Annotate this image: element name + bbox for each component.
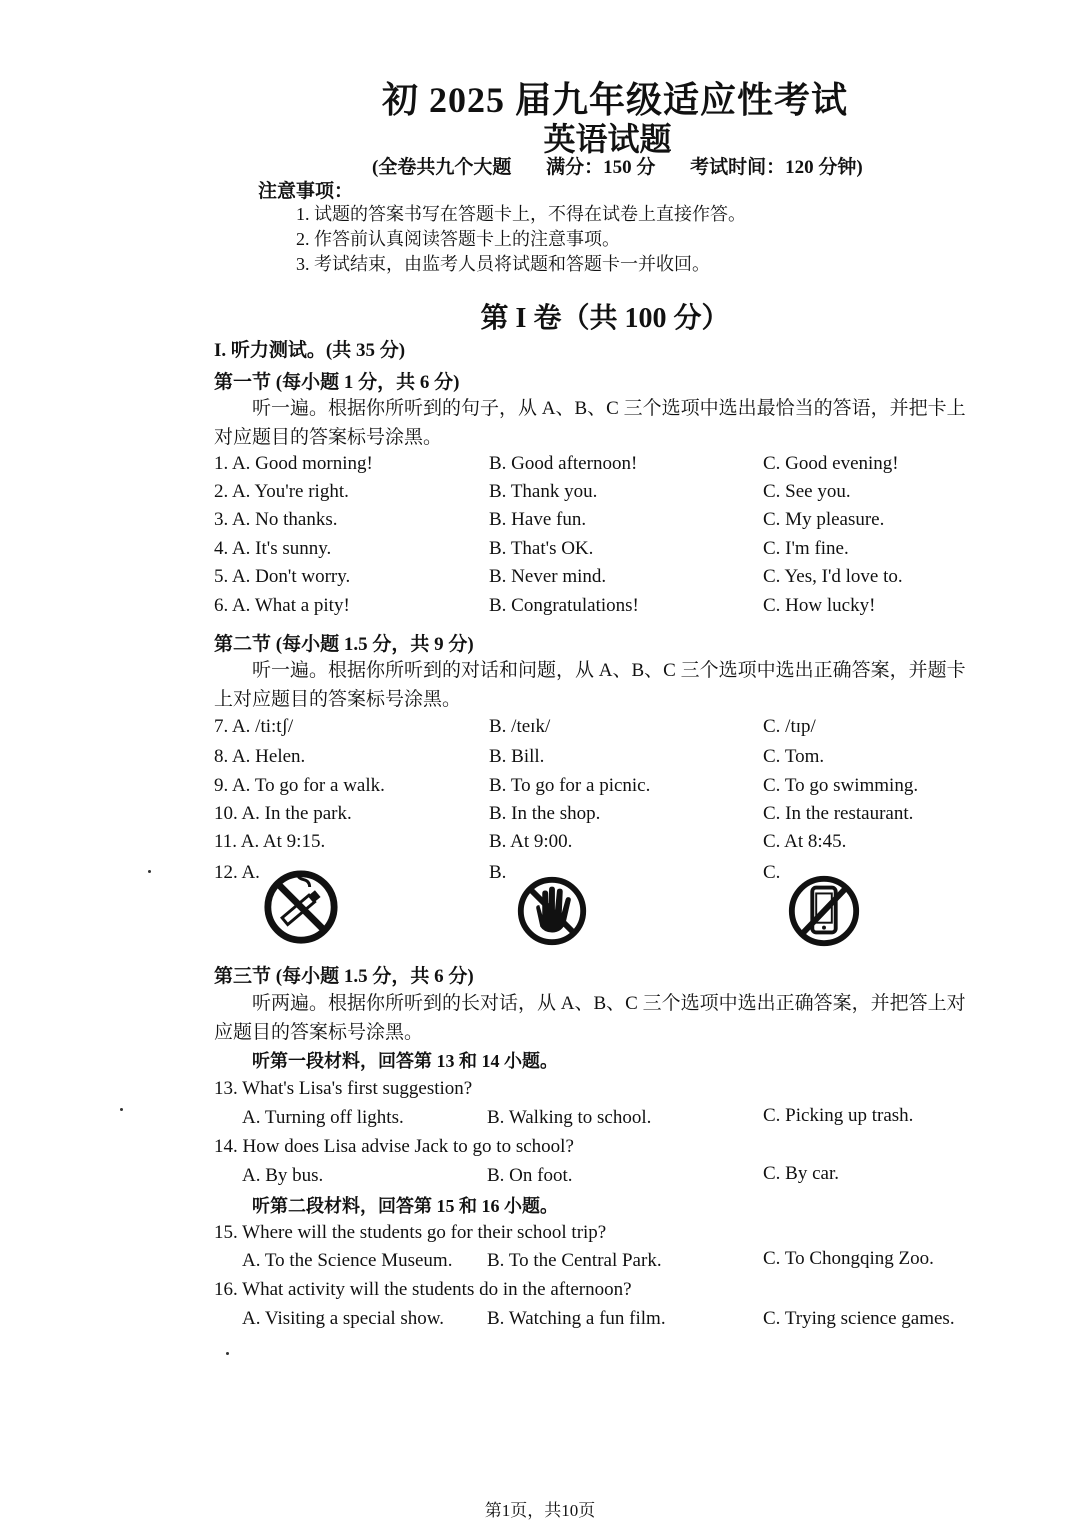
q2-option-a: 2. A. You're right. xyxy=(214,481,349,502)
scan-speck xyxy=(120,1108,123,1111)
q14-option-b: B. On foot. xyxy=(487,1165,573,1186)
note-item: 2. 作答前认真阅读答题卡上的注意事项。 xyxy=(296,229,620,249)
q10-option-c: C. In the restaurant. xyxy=(763,803,914,824)
q1-option-a: 1. A. Good morning! xyxy=(214,453,373,474)
q7-option-c: C. /tɪp/ xyxy=(763,716,816,737)
q2-option-c: C. See you. xyxy=(763,481,851,502)
section2-heading: 第二节 (每小题 1.5 分，共 9 分) xyxy=(214,634,474,655)
exam-subject: 英语试题 xyxy=(543,121,672,157)
q16-option-a: A. Visiting a special show. xyxy=(242,1308,445,1329)
scan-speck xyxy=(226,1352,229,1355)
q14-stem: 14. How does Lisa advise Jack to go to school? xyxy=(214,1136,574,1157)
page-footer: 第1页，共10页 xyxy=(484,1501,596,1520)
q8-option-b: B. Bill. xyxy=(489,746,545,767)
q13-option-a: A. Turning off lights. xyxy=(242,1107,404,1128)
q5-option-c: C. Yes, I'd love to. xyxy=(763,566,903,587)
q3-option-b: B. Have fun. xyxy=(489,509,587,530)
q7-option-b: B. /teɪk/ xyxy=(489,716,551,737)
q7-option-a: 7. A. /ti:tʃ/ xyxy=(214,716,294,737)
q13-stem: 13. What's Lisa's first suggestion? xyxy=(214,1078,473,1099)
q12-option-b: B. xyxy=(489,862,507,883)
exam-info-score: 满分：150 分 xyxy=(546,157,656,178)
q10-option-b: B. In the shop. xyxy=(489,803,601,824)
q11-option-a: 11. A. At 9:15. xyxy=(214,831,326,852)
q15-option-c: C. To Chongqing Zoo. xyxy=(763,1248,934,1269)
listening-heading: I. 听力测试。(共 35 分) xyxy=(214,340,406,361)
q16-option-b: B. Watching a fun film. xyxy=(487,1308,666,1329)
q9-option-a: 9. A. To go for a walk. xyxy=(214,775,385,796)
q9-option-c: C. To go swimming. xyxy=(763,775,919,796)
no-touching-icon xyxy=(513,872,591,950)
q4-option-a: 4. A. It's sunny. xyxy=(214,538,332,559)
q8-option-a: 8. A. Helen. xyxy=(214,746,306,767)
q1-option-b: B. Good afternoon! xyxy=(489,453,638,474)
q16-stem: 16. What activity will the students do in the afternoon? xyxy=(214,1279,632,1300)
exam-info-sections: (全卷共九个大题 xyxy=(372,157,512,178)
q2-option-b: B. Thank you. xyxy=(489,481,598,502)
q3-option-c: C. My pleasure. xyxy=(763,509,885,530)
q15-option-a: A. To the Science Museum. xyxy=(242,1250,453,1271)
q5-option-a: 5. A. Don't worry. xyxy=(214,566,351,587)
section3-instruction: 听两遍。根据你所听到的长对话，从 A、B、C 三个选项中选出正确答案，并把答上对应题目的答案标号涂黑。 xyxy=(214,993,966,1043)
q9-option-b: B. To go for a picnic. xyxy=(489,775,651,796)
q14-option-c: C. By car. xyxy=(763,1163,839,1184)
q11-option-c: C. At 8:45. xyxy=(763,831,847,852)
section1-instruction: 听一遍。根据你所听到的句子，从 A、B、C 三个选项中选出最恰当的答语，并把卡上对应题目的答案标号涂黑。 xyxy=(214,398,966,448)
notes-heading: 注意事项： xyxy=(258,181,354,202)
q6-option-c: C. How lucky! xyxy=(763,595,876,616)
q14-option-a: A. By bus. xyxy=(242,1165,324,1186)
q12-option-c: C. xyxy=(763,862,781,883)
q4-option-c: C. I'm fine. xyxy=(763,538,849,559)
q15-option-b: B. To the Central Park. xyxy=(487,1250,662,1271)
no-phone-icon xyxy=(785,872,863,950)
q1-option-c: C. Good evening! xyxy=(763,453,899,474)
no-smoking-icon xyxy=(262,868,340,946)
q6-option-b: B. Congratulations! xyxy=(489,595,639,616)
note-item: 3. 考试结束，由监考人员将试题和答题卡一并收回。 xyxy=(296,254,710,274)
q4-option-b: B. That's OK. xyxy=(489,538,594,559)
exam-info xyxy=(372,152,893,179)
section3-heading: 第三节 (每小题 1.5 分，共 6 分) xyxy=(214,966,474,987)
exam-title: 初 2025 届九年级适应性考试 xyxy=(381,80,848,120)
scan-speck xyxy=(148,870,151,873)
q10-option-a: 10. A. In the park. xyxy=(214,803,352,824)
q8-option-c: C. Tom. xyxy=(763,746,825,767)
material2-note: 听第二段材料，回答第 15 和 16 小题。 xyxy=(252,1196,558,1216)
part-heading: 第 I 卷（共 100 分） xyxy=(480,303,730,334)
q12-option-a: 12. A. xyxy=(214,862,260,883)
q15-stem: 15. Where will the students go for their school trip? xyxy=(214,1222,607,1243)
material1-note: 听第一段材料，回答第 13 和 14 小题。 xyxy=(252,1051,558,1071)
section2-instruction: 听一遍。根据你所听到的对话和问题，从 A、B、C 三个选项中选出正确答案，并题卡上对应题目的答案标号涂黑。 xyxy=(214,660,966,710)
q11-option-b: B. At 9:00. xyxy=(489,831,573,852)
q3-option-a: 3. A. No thanks. xyxy=(214,509,338,530)
q5-option-b: B. Never mind. xyxy=(489,566,607,587)
q6-option-a: 6. A. What a pity! xyxy=(214,595,350,616)
q13-option-c: C. Picking up trash. xyxy=(763,1105,914,1126)
q13-option-b: B. Walking to school. xyxy=(487,1107,652,1128)
exam-info-time: 考试时间：120 分钟) xyxy=(690,157,863,178)
note-item: 1. 试题的答案书写在答题卡上，不得在试卷上直接作答。 xyxy=(296,204,746,224)
q16-option-c: C. Trying science games. xyxy=(763,1308,955,1329)
section1-heading: 第一节 (每小题 1 分，共 6 分) xyxy=(214,372,460,393)
